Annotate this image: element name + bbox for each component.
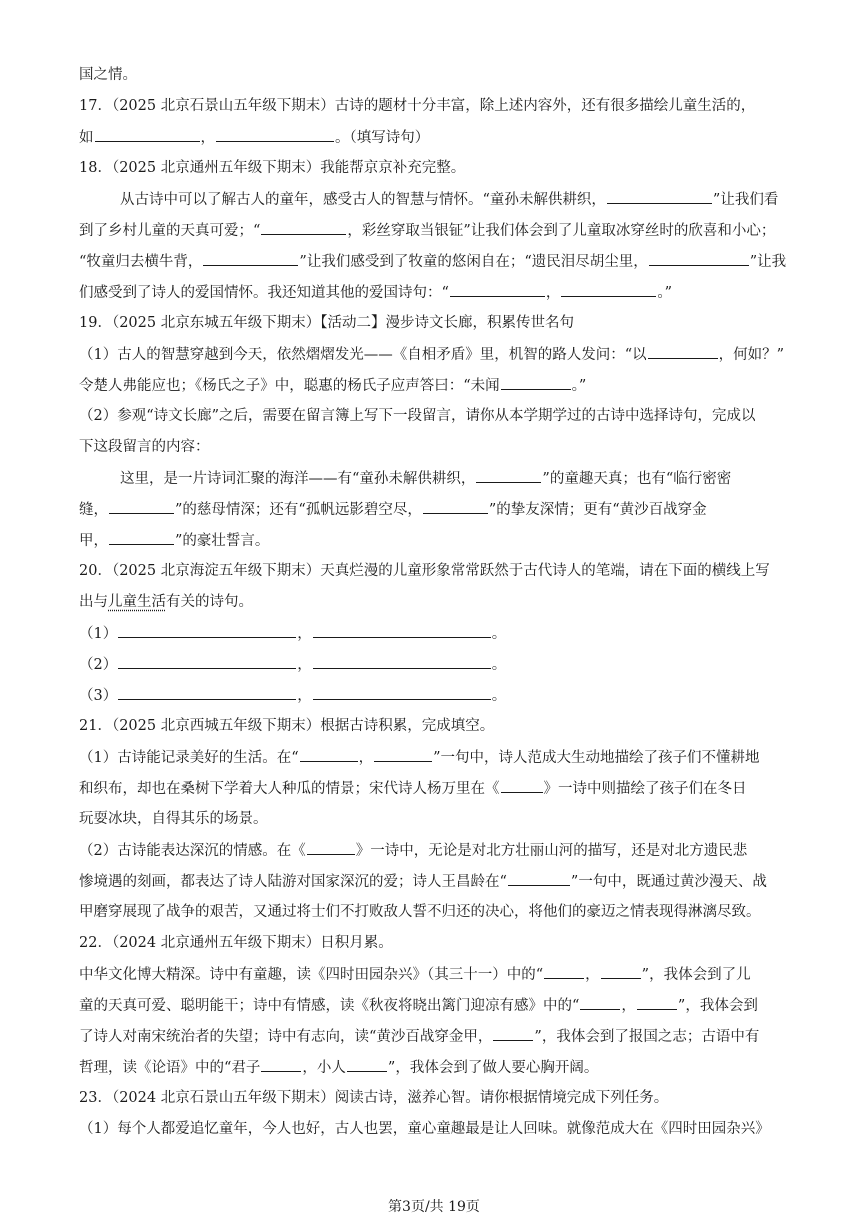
answer-blank[interactable] <box>313 622 491 638</box>
answer-blank[interactable] <box>118 622 296 638</box>
answer-blank[interactable] <box>544 963 584 979</box>
answer-blank[interactable] <box>607 188 712 204</box>
text-line: （2）古诗能表达深沉的情感。在《 》一诗中，无论是对北方壮丽山河的描写，还是对北方遗民悲 <box>79 839 799 861</box>
answer-blank[interactable] <box>648 343 718 359</box>
answer-blank[interactable] <box>313 653 491 669</box>
text-line: 童的天真可爱、聪明能干；诗中有情感，读《秋夜将晓出篱门迎凉有感》中的“ ， ”，我体会到 <box>79 994 799 1016</box>
answer-row-1: （1） ， 。 <box>79 622 799 644</box>
answer-blank[interactable] <box>109 529 174 545</box>
text-line: 哲理，读《论语》中的“君子 ，小人 ”，我体会到了做人要心胸开阔。 <box>79 1056 799 1078</box>
answer-blank[interactable] <box>313 684 491 700</box>
text-line: 惨境遇的刻画，都表达了诗人陆游对国家深沉的爱；诗人王昌龄在“ ”一句中，既通过黄沙漫天、战 <box>79 870 799 892</box>
text-line: 下这段留言的内容： <box>79 439 210 455</box>
question-21: 21．（2025 北京西城五年级下期末）根据古诗积累，完成填空。 <box>79 718 495 734</box>
answer-blank[interactable] <box>374 746 432 762</box>
text-line: 们感受到了诗人的爱国情怀。我还知道其他的爱国诗句：“ ， 。” <box>79 281 799 303</box>
answer-blank[interactable] <box>649 250 749 266</box>
question-23: 23．（2024 北京石景山五年级下期末）阅读古诗，滋养心智。请你根据情境完成下列任务。 <box>79 1090 669 1106</box>
answer-blank[interactable] <box>493 1025 533 1041</box>
text-line: 从古诗中可以了解古人的童年，感受古人的智慧与情怀。“童孙未解供耕织， ”让我们看 <box>120 188 800 210</box>
text-line: 缝， ”的慈母情深；还有“孤帆远影碧空尽， ”的挚友深情；更有“黄沙百战穿金 <box>79 498 799 520</box>
question-17: 17．（2025 北京石景山五年级下期末）古诗的题材十分丰富，除上述内容外，还有很多描绘儿童生活的， <box>79 98 756 114</box>
text-line: 国之情。 <box>79 67 137 83</box>
question-20: 20．（2025 北京海淀五年级下期末）天真烂漫的儿童形象常常跃然于古代诗人的笔端，请在下面的横线上写 <box>79 563 770 579</box>
text-line: 中华文化博大精深。诗中有童趣，读《四时田园杂兴》（其三十一）中的“ ， ”，我体会到了儿 <box>79 963 799 985</box>
text-line: 如 ， 。（填写诗句） <box>79 126 799 148</box>
emphasis-text: 儿童生活 <box>108 594 166 610</box>
text-line: 和织布，却也在桑树下学着大人种瓜的情景；宋代诗人杨万里在《 》一诗中则描绘了孩子们在冬日 <box>79 777 799 799</box>
answer-row-3: （3） ， 。 <box>79 684 799 706</box>
answer-blank[interactable] <box>476 467 541 483</box>
answer-row-2: （2） ， 。 <box>79 653 799 675</box>
text-line: 甲磨穿展现了战争的艰苦，又通过将士们不打败敌人誓不归还的决心，将他们的豪迈之情表现得淋漓尽致。 <box>79 904 761 920</box>
answer-blank[interactable] <box>203 250 298 266</box>
answer-blank[interactable] <box>580 994 620 1010</box>
answer-blank[interactable] <box>508 870 570 886</box>
text-line: （2）参观“诗文长廊”之后，需要在留言簿上写下一段留言，请你从本学期学过的古诗中选择诗句，完成以 <box>79 408 756 424</box>
answer-blank[interactable] <box>118 653 296 669</box>
question-19: 19．（2025 北京东城五年级下期末）【活动二】漫步诗文长廊，积累传世名句 <box>79 315 574 331</box>
answer-blank[interactable] <box>450 281 545 297</box>
text-line: 到了乡村儿童的天真可爱；“ ，彩丝穿取当银钲”让我们体会到了儿童取冰穿丝时的欣喜和小心； <box>79 219 799 241</box>
page-footer: 第3页/共 19页 <box>388 1199 480 1215</box>
answer-blank[interactable] <box>261 219 346 235</box>
question-18: 18．（2025 北京通州五年级下期末）我能帮京京补充完整。 <box>79 160 466 176</box>
text-line: 令楚人弗能应也；《杨氏之子》中，聪惠的杨氏子应声答曰：“未闻 。” <box>79 374 799 396</box>
answer-blank[interactable] <box>423 498 488 514</box>
text-line: “牧童归去横牛背， ”让我们感受到了牧童的悠闲自在；“遗民泪尽胡尘里， ”让我 <box>79 250 799 272</box>
text-line: 了诗人对南宋统治者的失望；诗中有志向，读“黄沙百战穿金甲， ”，我体会到了报国之志；古语中有 <box>79 1025 799 1047</box>
answer-blank[interactable] <box>261 1056 301 1072</box>
text-line: 玩耍冰块，自得其乐的场景。 <box>79 811 268 827</box>
answer-blank[interactable] <box>109 498 174 514</box>
answer-blank[interactable] <box>118 684 296 700</box>
answer-blank[interactable] <box>501 374 571 390</box>
answer-blank[interactable] <box>95 126 200 142</box>
text-line: 出与儿童生活有关的诗句。 <box>79 594 253 610</box>
text-line: 这里，是一片诗词汇聚的海洋——有“童孙未解供耕织， ”的童趣天真；也有“临行密密 <box>120 467 800 489</box>
answer-blank[interactable] <box>601 963 641 979</box>
answer-blank[interactable] <box>637 994 677 1010</box>
answer-blank[interactable] <box>561 281 656 297</box>
answer-blank[interactable] <box>501 777 543 793</box>
text-line: （1）古诗能记录美好的生活。在“ ， ”一句中，诗人范成大生动地描绘了孩子们不懂耕地 <box>79 746 799 768</box>
question-22: 22．（2024 北京通州五年级下期末）日积月累。 <box>79 935 393 951</box>
text-line: （1）每个人都爱追忆童年，今人也好，古人也罢，童心童趣最是让人回味。就像范成大在《四时田园杂兴》 <box>79 1121 770 1137</box>
text-line: 甲， ”的豪壮誓言。 <box>79 529 799 551</box>
answer-blank[interactable] <box>216 126 334 142</box>
answer-blank[interactable] <box>347 1056 387 1072</box>
answer-blank[interactable] <box>300 746 358 762</box>
answer-blank[interactable] <box>307 839 355 855</box>
text-line: （1）古人的智慧穿越到今天，依然熠熠发光——《自相矛盾》里，机智的路人发问：“以 ，何如？” <box>79 343 799 365</box>
